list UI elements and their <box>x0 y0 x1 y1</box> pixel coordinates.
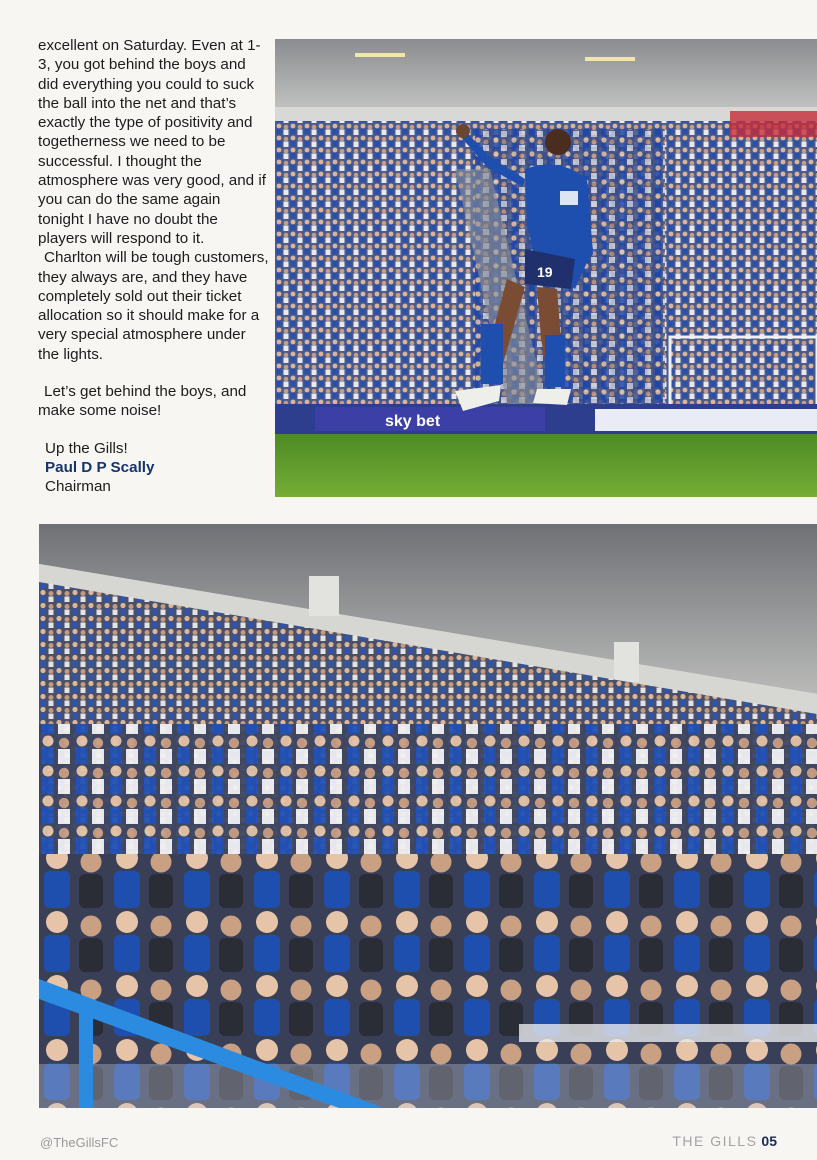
player-celebration-illustration <box>275 39 817 497</box>
page-footer <box>672 1133 777 1149</box>
publication-name: THE GILLS <box>672 1133 758 1149</box>
supporters-stand-illustration <box>39 524 817 1108</box>
article-paragraph-1: excellent on Saturday. Even at 1-3, you got behind the boys and did everything you could to suck the ball into the net and that’s exactly the type of positivity and togetherness we need to be successful. I thought the atmosphere was very good, and if you can do the same again tonight I have no doubt the players will respond to it. <box>38 37 266 247</box>
article-paragraph-3: Let’s get behind the boys, and make some noise! <box>38 383 247 420</box>
signature-title: Chairman <box>45 478 111 496</box>
social-handle: @TheGillsFC <box>40 1135 119 1150</box>
player-celebration-photo <box>275 39 817 497</box>
article-column <box>38 36 270 497</box>
sign-off: Up the Gills! <box>45 439 128 457</box>
page-number: 05 <box>761 1133 777 1149</box>
supporters-stand-photo <box>39 524 817 1108</box>
shirt-number: 19 <box>537 264 553 280</box>
article-paragraph-2: Charlton will be tough customers, they always are, and they have completely sold out their ticket allocation so it should make for a very special atmosphere under the lights. <box>38 249 269 363</box>
signature-name: Paul D P Scally <box>45 458 155 476</box>
board-text: sky bet <box>385 413 441 430</box>
